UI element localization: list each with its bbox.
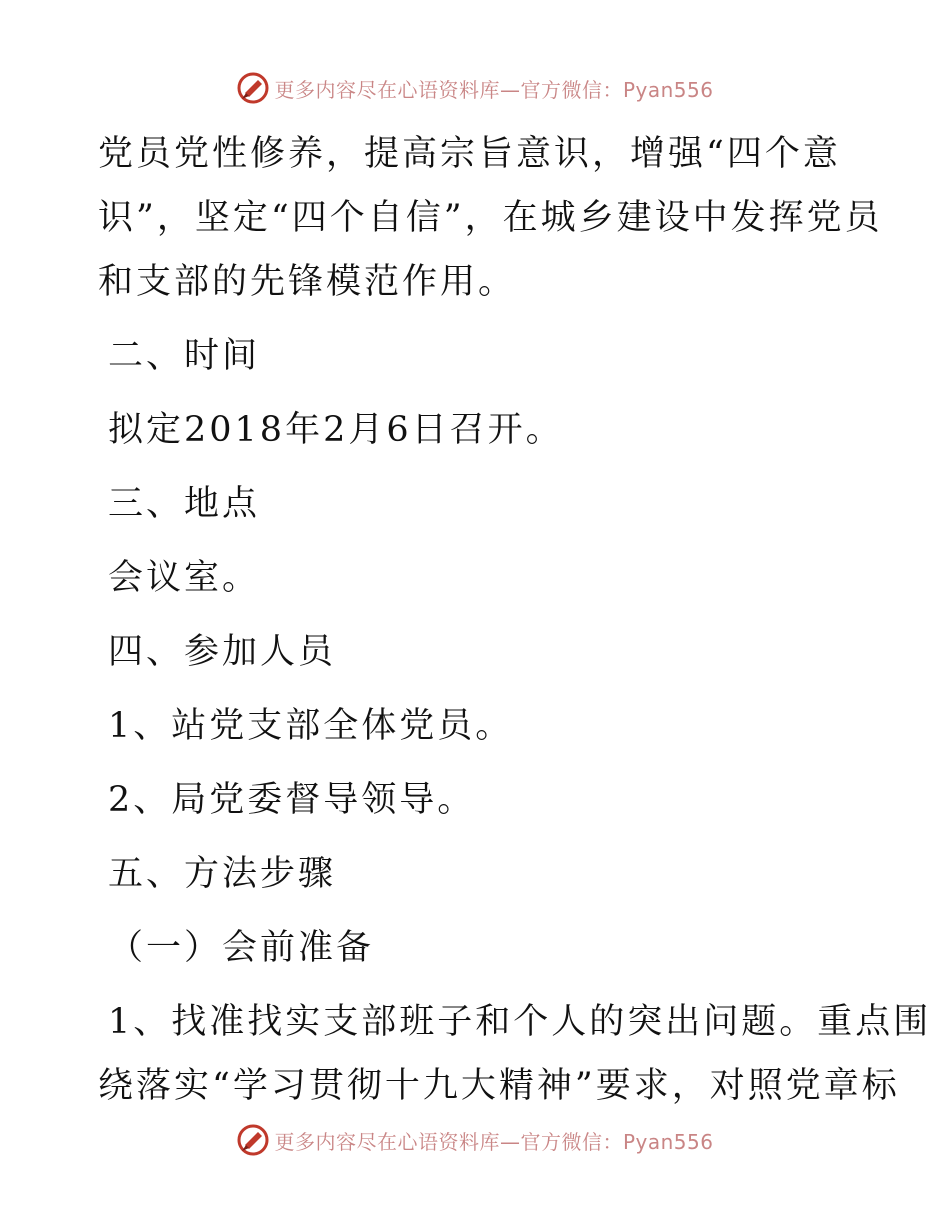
red-pen-logo-icon [236,1123,270,1157]
list-item: 2、局党委督导领导。 [108,780,476,820]
paragraph-line: 识”，坚定“四个自信”，在城乡建设中发挥党员 [98,198,883,238]
list-item: 1、站党支部全体党员。 [108,706,514,746]
section-heading-steps: 五、方法步骤 [108,854,337,894]
paragraph-line: 党员党性修养，提高宗旨意识，增强“四个意 [98,134,841,174]
watermark-header [0,68,950,108]
paragraph-line: 拟定2018年2月6日召开。 [108,410,564,450]
document-body [98,122,932,1118]
paragraph-line: 会议室。 [108,558,261,598]
paragraph-line: 绕落实“学习贯彻十九大精神”要求，对照党章标 [98,1066,900,1106]
section-heading-time: 二、时间 [108,336,261,376]
subsection-heading-preparation: （一）会前准备 [108,928,375,968]
paragraph-line: 和支部的先锋模范作用。 [98,262,517,302]
watermark-text: 更多内容尽在心语资料库—官方微信：Pyan556 [274,1129,714,1154]
watermark-text: 更多内容尽在心语资料库—官方微信：Pyan556 [274,77,714,102]
watermark-footer [0,1120,950,1160]
red-pen-logo-icon [236,71,270,105]
paragraph-line: 1、找准找实支部班子和个人的突出问题。重点围 [108,1002,932,1042]
section-heading-location: 三、地点 [108,484,261,524]
section-heading-participants: 四、参加人员 [108,632,337,672]
